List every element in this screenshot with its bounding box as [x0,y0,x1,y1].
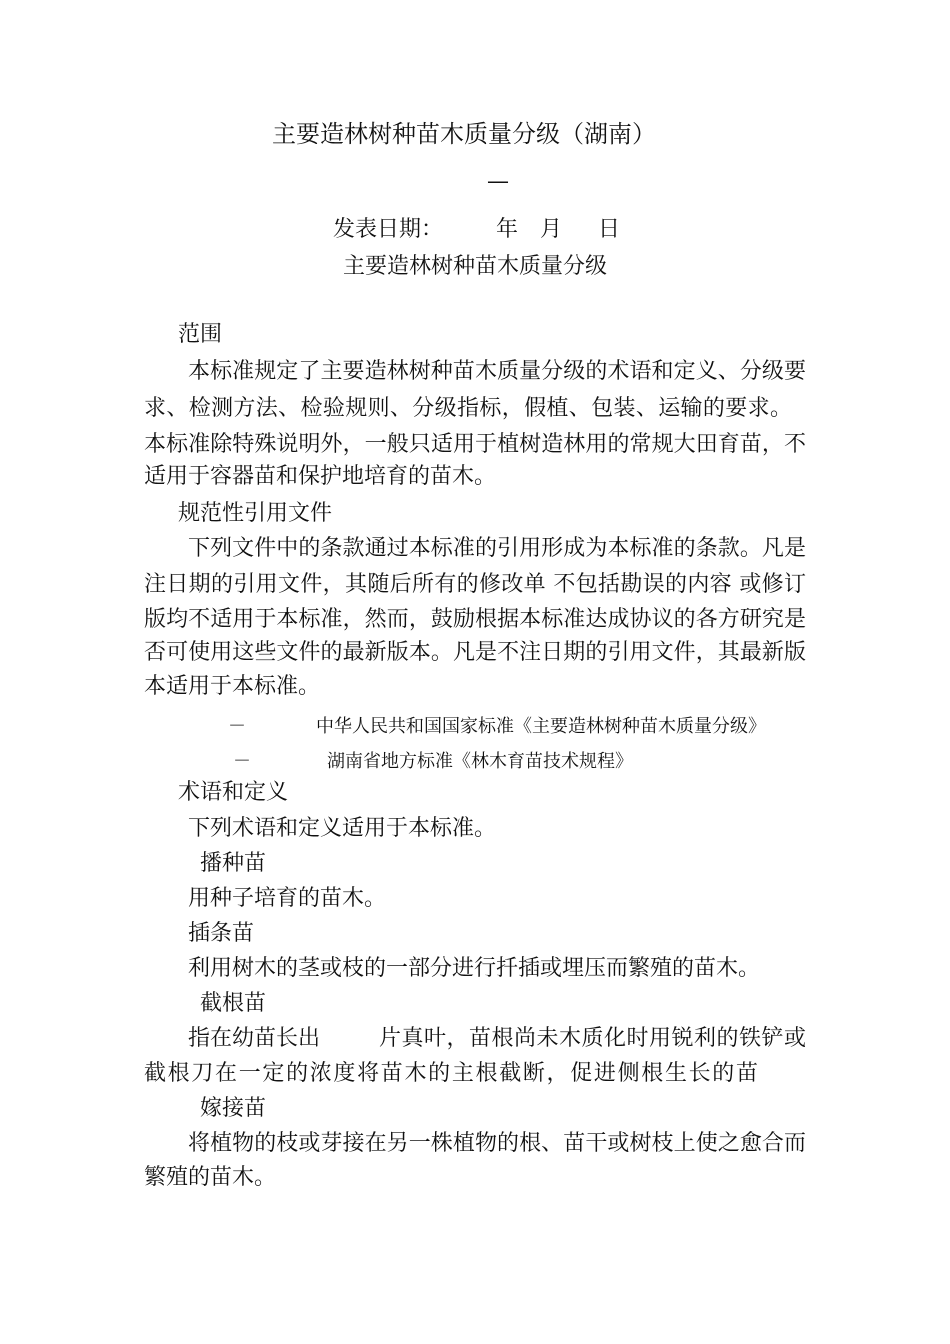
term-root-cut: 截根苗 [200,991,267,1016]
section-heading-terms: 术语和定义 [178,780,289,805]
term-graft-definition: 繁殖的苗木。 [144,1165,277,1190]
term-root-cut-definition: 截根刀在一定的浓度将苗木的主根截断，促进侧根生长的苗 [144,1061,758,1086]
refs-line-2: 注日期的引用文件，其随后所有的修改单 不包括勘误的内容 或修订 [144,572,806,597]
date-label: 发表日期： [333,217,444,242]
title-dash: — [487,169,509,194]
term-root-cut-definition: 指在幼苗长出 [188,1026,321,1051]
refs-line-3: 版均不适用于本标准，然而，鼓励根据本标准达成协议的各方研究是 [144,607,806,632]
term-root-cut-definition: 片真叶，苗根尚未木质化时用锐利的铁铲或 [379,1026,806,1051]
document-subtitle: 主要造林树种苗木质量分级 [343,254,608,279]
refs-line-1: 下列文件中的条款通过本标准的引用形成为本标准的条款。凡是 [188,536,806,561]
scope-line-2: 求、检测方法、检验规则、分级指标，假植、包装、运输的要求。 [144,396,792,421]
ref-item-dash: － [233,751,251,772]
date-month: 月 [540,217,563,242]
date-year: 年 [496,217,519,242]
term-graft: 嫁接苗 [200,1096,267,1121]
scope-line-4: 适用于容器苗和保护地培育的苗木。 [144,464,497,489]
section-heading-references: 规范性引用文件 [178,501,333,526]
scope-line-1: 本标准规定了主要造林树种苗木质量分级的术语和定义、分级要 [188,359,806,384]
date-day: 日 [598,217,621,242]
document-title: 主要造林树种苗木质量分级（湖南） [272,120,656,148]
ref-item-text: 中华人民共和国国家标准《主要造林树种苗木质量分级》 [316,716,766,737]
term-seedling-definition: 用种子培育的苗木。 [188,886,387,911]
term-graft-definition: 将植物的枝或芽接在另一株植物的根、苗干或树枝上使之愈合而 [188,1131,806,1156]
term-cutting: 插条苗 [188,921,255,946]
term-seedling: 播种苗 [200,851,267,876]
term-cutting-definition: 利用树木的茎或枝的一部分进行扦插或埋压而繁殖的苗木。 [188,956,761,981]
ref-item-dash: － [228,716,246,737]
ref-item-text: 湖南省地方标准《林木育苗技术规程》 [327,751,633,772]
terms-intro: 下列术语和定义适用于本标准。 [188,816,497,841]
refs-line-4: 否可使用这些文件的最新版本。凡是不注日期的引用文件，其最新版 [144,640,806,665]
refs-line-5: 本适用于本标准。 [144,674,321,699]
scope-line-3: 本标准除特殊说明外，一般只适用于植树造林用的常规大田育苗，不 [144,432,806,457]
section-heading-scope: 范围 [178,322,223,347]
